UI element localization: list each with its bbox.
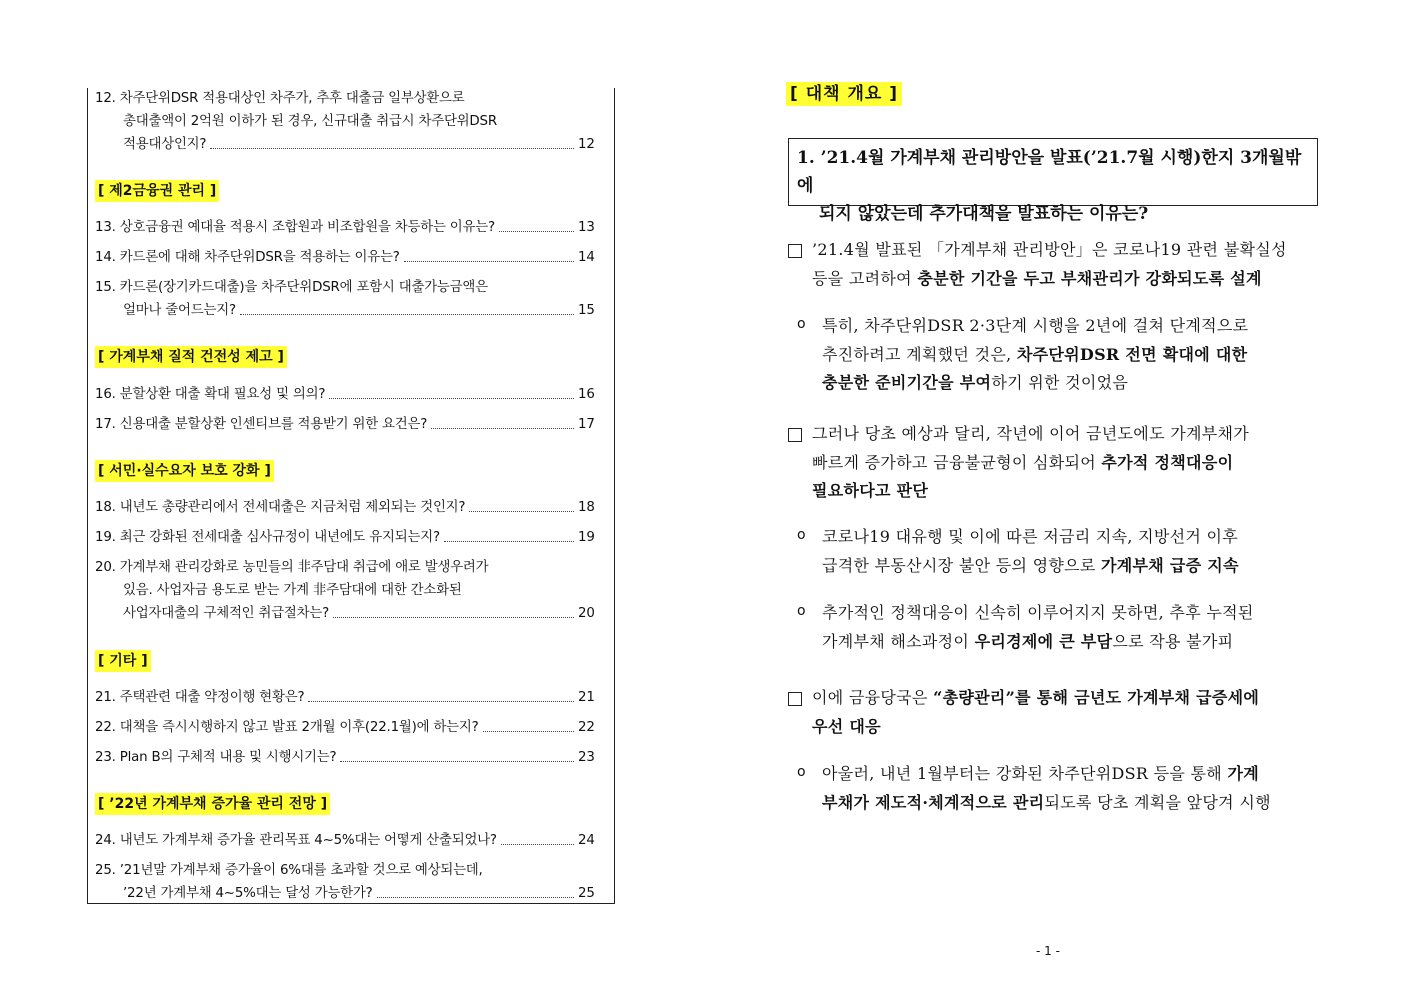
- toc-entry-text: 17. 신용대출 분할상환 인센티브를 적용받기 위한 요건은?: [95, 417, 428, 432]
- toc-page-number: 19: [578, 530, 595, 545]
- body-text: 급격한 부동산시장 불안 등의 영향으로: [822, 555, 1102, 575]
- toc-section-heading: [ 제2금융권 관리 ]: [95, 180, 219, 202]
- question-line-2: 되지 않았는데 추가대책을 발표하는 이유는?: [819, 204, 1149, 224]
- toc-entry[interactable]: [95, 746, 595, 769]
- circle-bullet-icon: o: [797, 527, 806, 543]
- toc-entry-text: 19. 최근 강화된 전세대출 심사규정이 내년에도 유지되는지?: [95, 530, 440, 545]
- toc-entry[interactable]: [95, 87, 595, 156]
- toc-page-number: 22: [578, 720, 595, 735]
- circle-bullet-icon: o: [797, 603, 806, 619]
- toc-entry[interactable]: [95, 859, 595, 905]
- toc-page-number: 25: [578, 886, 595, 901]
- toc-dot-leader: [340, 746, 574, 762]
- toc-page-number: 20: [578, 606, 595, 621]
- toc-entry-text: 적용대상인지?: [123, 137, 207, 152]
- body-text: ’21.4월 발표된 「가계부채 관리방안」은 코로나19 관련 불확실성: [812, 240, 1287, 259]
- toc-section-heading: [ 기타 ]: [95, 650, 151, 672]
- toc-dot-leader: [240, 299, 574, 315]
- body-text: 가계부채 해소과정이: [822, 631, 975, 651]
- toc-dot-leader: [483, 716, 574, 732]
- toc-entry-text: 21. 주택관련 대출 약정이행 현황은?: [95, 690, 305, 705]
- toc-entry-text: 총대출액이 2억원 이하가 된 경우, 신규대출 취급시 차주단위DSR: [123, 114, 497, 129]
- toc-dot-leader: [444, 526, 574, 542]
- sub-point: [822, 760, 1271, 817]
- toc-entry[interactable]: [95, 686, 595, 709]
- toc-entry-text: 14. 카드론에 대해 차주단위DSR을 적용하는 이유는?: [95, 250, 400, 265]
- body-text: 하기 위한 것이었음: [991, 373, 1129, 392]
- sub-point: [822, 599, 1254, 656]
- toc-entry-text: 16. 분할상환 대출 확대 필요성 및 의의?: [95, 387, 326, 402]
- emphasis-text: 추가적 정책대응이: [1101, 452, 1234, 472]
- main-point: [812, 236, 1287, 293]
- emphasis-text: “총량관리”를 통해 금년도 가계부채 급증세에: [933, 688, 1260, 707]
- toc-entry-text: 24. 내년도 가계부채 증가율 관리목표 4~5%대는 어떻게 산출되었나?: [95, 833, 497, 848]
- toc-entry-text: 22. 대책을 즉시시행하지 않고 발표 2개월 이후(22.1월)에 하는지?: [95, 720, 479, 735]
- emphasis-text: 차주단위DSR 전면 확대에 대한: [1016, 344, 1248, 364]
- toc-dot-leader: [377, 882, 574, 898]
- sub-point: [822, 523, 1239, 580]
- toc-entry[interactable]: [95, 383, 595, 406]
- toc-page-number: 21: [578, 690, 595, 705]
- toc-dot-leader: [499, 216, 574, 232]
- emphasis-text: 필요하다고 판단: [812, 481, 929, 500]
- body-text: 이에 금융당국은: [812, 688, 934, 707]
- toc-entry-text: 18. 내년도 총량관리에서 전세대출은 지금처럼 제외되는 것인지?: [95, 500, 466, 515]
- main-point: [812, 684, 1259, 741]
- toc-page-number: 14: [578, 250, 595, 265]
- toc-page-number: 16: [578, 387, 595, 402]
- toc-page-number: 13: [578, 220, 595, 235]
- toc-page-number: 23: [578, 750, 595, 765]
- page-number: - 1 -: [1036, 944, 1060, 958]
- toc-entry-text: 12. 차주단위DSR 적용대상인 차주가, 추후 대출금 일부상환으로: [95, 91, 465, 106]
- toc-dot-leader: [329, 383, 574, 399]
- body-text: 등을 고려하여: [812, 268, 918, 288]
- toc-section-heading: [ 가계부채 질적 건전성 제고 ]: [95, 346, 287, 368]
- toc-dot-leader: [431, 413, 574, 429]
- body-text: 코로나19 대유행 및 이에 따른 저금리 지속, 지방선거 이후: [822, 527, 1239, 546]
- toc-entry-text: 사업자대출의 구체적인 취급절차는?: [123, 606, 330, 621]
- toc-entry-text: 15. 카드론(장기카드대출)을 차주단위DSR에 포함시 대출가능금액은: [95, 280, 488, 295]
- question-box: [788, 138, 1318, 224]
- toc-page-number: 18: [578, 500, 595, 515]
- emphasis-text: 가계부채 급증 지속: [1101, 555, 1239, 575]
- emphasis-text: 가계: [1227, 764, 1259, 783]
- toc-entry[interactable]: [95, 829, 595, 852]
- emphasis-text: 충분한 기간을 두고 부채관리가 강화되도록 설계: [917, 268, 1262, 288]
- body-text: 으로 작용 불가피: [1112, 631, 1234, 651]
- square-bullet-icon: [788, 692, 802, 706]
- body-text: 빠르게 증가하고 금융불균형이 심화되어: [812, 452, 1102, 472]
- toc-entry-text: 있음. 사업자금 용도로 받는 가계 非주담대에 대한 간소화된: [123, 583, 462, 598]
- emphasis-text: 우리경제에 큰 부담: [974, 631, 1113, 651]
- sub-point: [822, 312, 1248, 398]
- emphasis-text: 우선 대응: [812, 716, 881, 736]
- emphasis-text: 충분한 준비기간을 부여: [822, 373, 992, 392]
- toc-entry[interactable]: [95, 413, 595, 436]
- toc-section-heading: [ ’22년 가계부채 증가율 관리 전망 ]: [95, 793, 330, 815]
- toc-page-number: 15: [578, 303, 595, 318]
- toc-section-heading: [ 서민·실수요자 보호 강화 ]: [95, 460, 274, 482]
- toc-page-number: 24: [578, 833, 595, 848]
- toc-entry-text: 25. ’21년말 가계부채 증가율이 6%대를 초과할 것으로 예상되는데,: [95, 863, 483, 878]
- toc-entry[interactable]: [95, 526, 595, 549]
- body-text: 되도록 당초 계획을 앞당겨 시행: [1044, 792, 1271, 812]
- toc-page-number: 12: [578, 137, 595, 152]
- toc-entry-text: 20. 가계부채 관리강화로 농민들의 非주담대 취급에 애로 발생우려가: [95, 560, 489, 575]
- toc-entry[interactable]: [95, 216, 595, 239]
- toc-dot-leader: [469, 496, 574, 512]
- toc-dot-leader: [210, 133, 574, 149]
- toc-page-number: 17: [578, 417, 595, 432]
- square-bullet-icon: [788, 428, 802, 442]
- toc-dot-leader: [308, 686, 574, 702]
- toc-entry[interactable]: [95, 556, 595, 625]
- toc-entry-text: 13. 상호금융권 예대율 적용시 조합원과 비조합원을 차등하는 이유는?: [95, 220, 495, 235]
- section-heading: [ 대책 개요 ]: [786, 82, 902, 106]
- toc-dot-leader: [501, 829, 574, 845]
- circle-bullet-icon: o: [797, 316, 806, 332]
- toc-entry[interactable]: [95, 496, 595, 519]
- emphasis-text: 부채가 제도적·체계적으로 관리: [822, 792, 1045, 812]
- body-text: 특히, 차주단위DSR 2·3단계 시행을 2년에 걸쳐 단계적으로: [822, 316, 1249, 335]
- toc-dot-leader: [333, 602, 574, 618]
- toc-entry[interactable]: [95, 716, 595, 739]
- toc-entry[interactable]: [95, 276, 595, 322]
- toc-dot-leader: [404, 246, 574, 262]
- main-point: [812, 420, 1249, 506]
- toc-entry-text: 얼마나 줄어드는지?: [123, 303, 236, 318]
- square-bullet-icon: [788, 244, 802, 258]
- body-text: 추진하려고 계획했던 것은,: [822, 344, 1017, 364]
- toc-entry[interactable]: [95, 246, 595, 269]
- toc-entry-text: 23. Plan B의 구체적 내용 및 시행시기는?: [95, 750, 337, 765]
- circle-bullet-icon: o: [797, 764, 806, 780]
- body-text: 아울러, 내년 1월부터는 강화된 차주단위DSR 등을 통해: [822, 764, 1228, 783]
- toc-entry-text: ’22년 가계부채 4~5%대는 달성 가능한가?: [123, 886, 373, 901]
- body-text: 추가적인 정책대응이 신속히 이루어지지 못하면, 추후 누적된: [822, 603, 1254, 622]
- body-text: 그러나 당초 예상과 달리, 작년에 이어 금년도에도 가계부채가: [812, 424, 1249, 443]
- question-line-1: 1. ’21.4월 가계부채 관리방안을 발표(’21.7월 시행)한지 3개월밖에: [797, 148, 1302, 196]
